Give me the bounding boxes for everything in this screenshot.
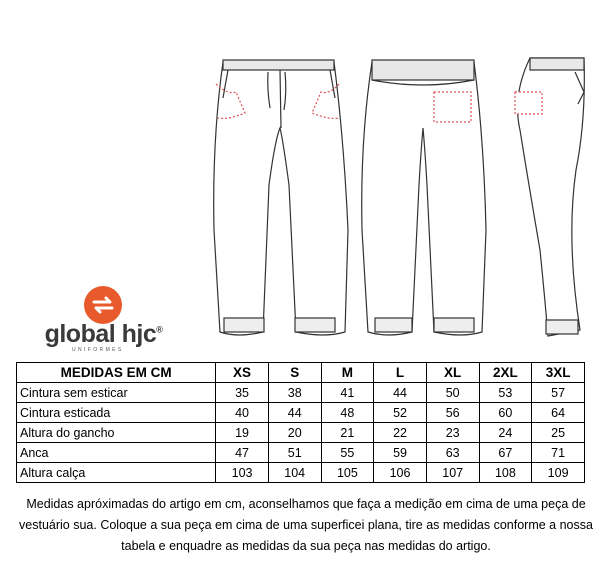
table-cell: 57 <box>532 383 585 403</box>
header-cell: 3XL <box>532 363 585 383</box>
table-cell: 104 <box>268 463 321 483</box>
table-header-row <box>17 363 585 383</box>
table-cell: 64 <box>532 403 585 423</box>
header-cell: M <box>321 363 374 383</box>
table-cell: 47 <box>216 443 269 463</box>
brand-logo <box>36 286 171 356</box>
row-label: Anca <box>17 443 216 463</box>
table-cell: 41 <box>321 383 374 403</box>
table-cell: 59 <box>374 443 427 463</box>
table-cell: 44 <box>374 383 427 403</box>
table-row <box>17 383 585 403</box>
table-cell: 56 <box>426 403 479 423</box>
brand-name: global hjc® <box>44 320 163 348</box>
table-cell: 25 <box>532 423 585 443</box>
table-cell: 53 <box>479 383 532 403</box>
table-cell: 63 <box>426 443 479 463</box>
pants-back-view <box>362 60 486 335</box>
table-cell: 23 <box>426 423 479 443</box>
table-cell: 106 <box>374 463 427 483</box>
table-cell: 38 <box>268 383 321 403</box>
table-cell: 21 <box>321 423 374 443</box>
table-row <box>17 403 585 423</box>
row-label: Cintura sem esticar <box>17 383 216 403</box>
table-cell: 44 <box>268 403 321 423</box>
table-cell: 24 <box>479 423 532 443</box>
table-cell: 55 <box>321 443 374 463</box>
table-cell: 108 <box>479 463 532 483</box>
table-cell: 20 <box>268 423 321 443</box>
header-cell: L <box>374 363 427 383</box>
header-cell: XS <box>216 363 269 383</box>
header-cell: 2XL <box>479 363 532 383</box>
table-cell: 52 <box>374 403 427 423</box>
table-cell: 67 <box>479 443 532 463</box>
header-cell: MEDIDAS EM CM <box>17 363 216 383</box>
measurement-note: Medidas apróximadas do artigo em cm, aconselhamos que faça a medição em cima de uma peça de vestuário sua. Coloque a sua peça em cima de uma superficei plana, tire as medidas conforme a nossa tabela e enquadre as medidas da sua peça nas medidas do artigo. <box>19 497 593 553</box>
table-cell: 109 <box>532 463 585 483</box>
table-cell: 60 <box>479 403 532 423</box>
table-row <box>17 463 585 483</box>
brand-tagline: UNIFORMES <box>72 347 124 353</box>
size-chart-table <box>16 362 585 483</box>
row-label: Altura calça <box>17 463 216 483</box>
table-cell: 48 <box>321 403 374 423</box>
header-cell: XL <box>426 363 479 383</box>
table-cell: 22 <box>374 423 427 443</box>
table-cell: 50 <box>426 383 479 403</box>
table-cell: 103 <box>216 463 269 483</box>
row-label: Altura do gancho <box>17 423 216 443</box>
table-row <box>17 443 585 463</box>
table-cell: 35 <box>216 383 269 403</box>
table-cell: 105 <box>321 463 374 483</box>
header-cell: S <box>268 363 321 383</box>
table-cell: 19 <box>216 423 269 443</box>
table-row <box>17 423 585 443</box>
logo-arrows-icon <box>84 286 122 324</box>
table-cell: 107 <box>426 463 479 483</box>
pants-side-view <box>515 58 584 336</box>
row-label: Cintura esticada <box>17 403 216 423</box>
table-cell: 71 <box>532 443 585 463</box>
pants-front-view <box>214 60 348 335</box>
table-cell: 51 <box>268 443 321 463</box>
table-cell: 40 <box>216 403 269 423</box>
